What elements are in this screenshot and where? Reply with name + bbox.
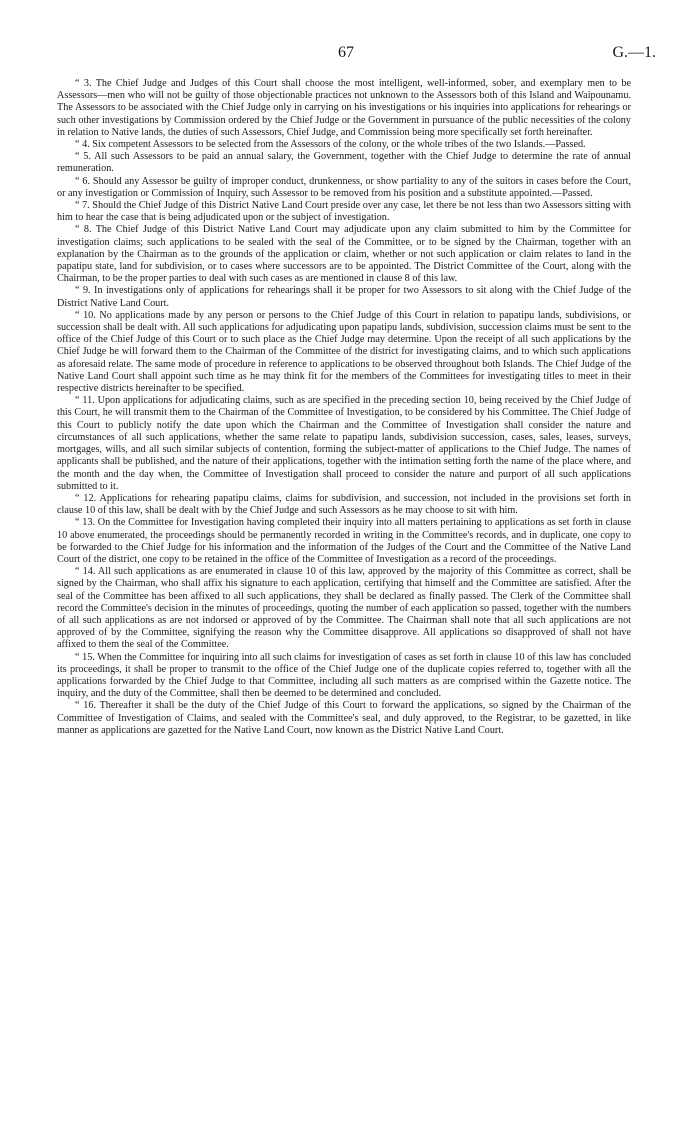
paragraph-clause-4: “ 4. Six competent Assessors to be selected from the Assessors of the colony, or the whole tribes of the two Islands.—Passed.: [75, 139, 586, 151]
paragraph-clause-10: “ 10. No applications made by any person or persons to the Chief Judge of this Court in relation to papatipu lands, subdivisions, or succession shall be dealt with. All such applications for adjudicating upon papatipu lands, subdivision, succession claims must be sent to the office of the Chief Judge of this Court or to such place as the Chief Judge may determine. Upon the receipt of all such applications by the Chief Judge he will forward them to the Chairman of the Committee of the district for investigating claims, and to which such applications as aforesaid relate. The same mode of procedure in reference to applications to be observed throughout both Islands. The Chief Judge of the Native Land Court shall appoint such time as he may think fit for the members of the Committees for investigating titles to meet in their respective districts hereinafter to be specified.: [57, 309, 631, 395]
paragraph-clause-8: “ 8. The Chief Judge of this District Native Land Court may adjudicate upon any claim submitted to him by the Committee for investigation claims; such applications to be sealed with the seal of the Committee, or to be signed by the Chairman, together with an explanation by the Chairman as to the grounds of the application or claim, whether or not such application or claim relates to land in the papatipu state, land for subdivision, or to cases where successors are to be appointed. The District Committee of the Court, along with the Chairman, to be the proper parties to deal with such cases as are mentioned in clause 8 of this law.: [57, 224, 631, 285]
page-number: 67: [338, 44, 354, 61]
paragraph-clause-5: “ 5. All such Assessors to be paid an annual salary, the Government, together with the Chief Judge to determine the rate of annual remuneration.: [57, 151, 631, 175]
paragraph-clause-13: “ 13. On the Committee for Investigation having completed their inquiry into all matters pertaining to applications as set forth in clause 10 above enumerated, the proceedings should be permanently recorded in writing in the Committee's records, and in duplicate, one copy to be forwarded to the Chief Judge for his information and the information of the Judges of the Court and the Committee of the Native Land Court of the district, one copy to be retained in the office of the Committee of Investigation as a record of the proceedings.: [57, 517, 631, 565]
paragraph-clause-14: “ 14. All such applications as are enumerated in clause 10 of this law, approved by the majority of this Committee as correct, shall be signed by the Chairman, who shall affix his signature to each application, certifying that himself and the Committee are satisfied. After the seal of the Committee has been affixed to all such applications, they shall be declared as finally passed. The Clerk of the Committee shall record the Committee's decision in the minutes of proceedings, quoting the number of each application so passed, together with the numbers of all such applications as are not indorsed or approved of by the Committee. The Chairman shall note that all such applications are not approved of by the Committee, signifying the reason why the Committee disapprove. All applications so disapproved of shall not have affixed to them the seal of the Committee.: [57, 566, 631, 651]
paragraph-clause-6: “ 6. Should any Assessor be guilty of improper conduct, drunkenness, or show partiality to any of the suitors in cases before the Court, or any investigation or Commission of Inquiry, such Assessor to be removed from his position and a substitute appointed.—Passed.: [57, 175, 631, 199]
document-reference: G.—1.: [612, 44, 656, 61]
paragraph-clause-3: “ 3. The Chief Judge and Judges of this Court shall choose the most intelligent, well-informed, sober, and exemplary men to be Assessors—men who will not be guilty of those objectionable practices not unknown to the Assessors both of this Island and Waipounamu. The Assessors to be associated with the Chief Judge only in carrying on his investigations or his inquiries into applications for rehearings or such other investigations by Commission ordered by the Chief Judge or the Government in pursuance of the public necessities of the colony in relation to Native lands, the duties of such Assessors, Chief Judge, and Commission being more specifically set forth hereinafter.: [57, 78, 631, 138]
paragraph-clause-15: “ 15. When the Committee for inquiring into all such claims for investigation of cases as set forth in clause 10 of this law has concluded its proceedings, it shall be proper to transmit to the office of the Chief Judge one of the duplicate copies referred to, together with all the applications forwarded by the Chief Judge to that Committee, including all such matters as are comprised within the Gazette notice. The inquiry, and the duty of the Committee, shall then be deemed to be determined and concluded.: [57, 651, 631, 700]
paragraph-clause-11: “ 11. Upon applications for adjudicating claims, such as are specified in the preceding section 10, being received by the Chief Judge of this Court, he will transmit them to the Chairman of the Committee of Investigation, to be considered by his Committee. The Chief Judge of this Court to publicly notify the date upon which the Chairman and the Committee of Investigation shall consider the nature and circumstances of all such applications, whether the same relate to papatipu lands, subdivision succession, cases, sales, leases, surveys, mortgages, wills, and all such similar subjects of contention, forming the subject-matter of applications to the Chief Judge. The names of applicants shall be published, and the nature of their applications, together with the intimation setting forth the name of the place where, and the month and the day when, the Committee of Investigation shall proceed to consider the nature and purport of all such applications submitted to it.: [57, 395, 631, 492]
paragraph-clause-12: “ 12. Applications for rehearing papatipu claims, claims for subdivision, and succession, not included in the provisions set forth in clause 10 of this law, shall be dealt with by the Chief Judge and such Assessors as he may choose to sit with him.: [57, 492, 631, 517]
paragraph-clause-16: “ 16. Thereafter it shall be the duty of the Chief Judge of this Court to forward the applications, so signed by the Chairman of the Committee of Investigation of Claims, and sealed with the Committee's seal, and duly approved, to the Registrar, to be gazetted, in like manner as applications are gazetted for the Native Land Court, now known as the District Native Land Court.: [57, 700, 631, 736]
document-body: [57, 78, 631, 737]
paragraph-clause-7: “ 7. Should the Chief Judge of this District Native Land Court preside over any case, let there be not less than two Assessors sitting with him to hear the case that is being adjudicated upon or the subject of investigation.: [57, 200, 631, 224]
paragraph-clause-9: “ 9. In investigations only of applications for rehearings shall it be proper for two Assessors to sit along with the Chief Judge of the District Native Land Court.: [57, 285, 631, 309]
page-header: [0, 44, 700, 66]
